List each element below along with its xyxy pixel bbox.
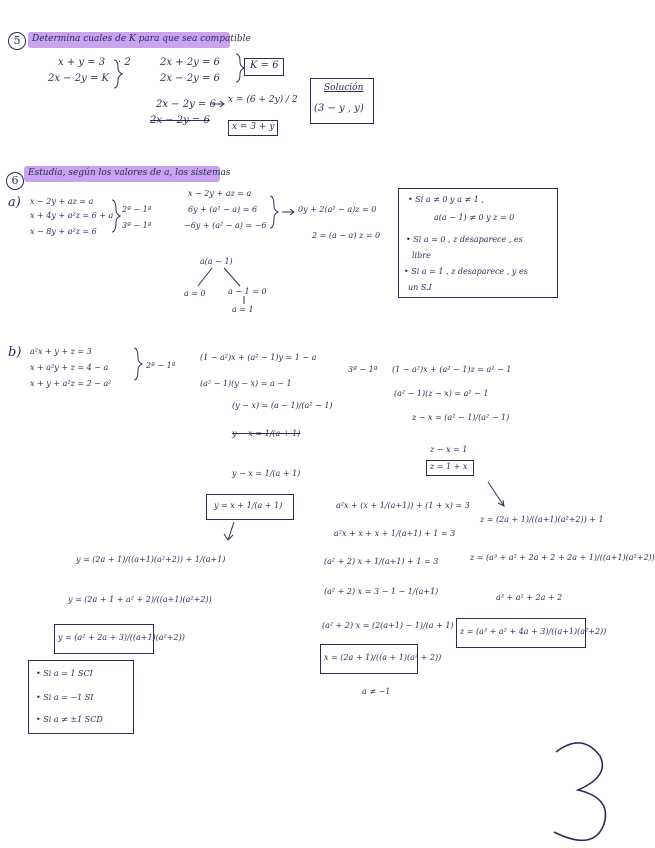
boxed-result-text: z = (a³ + a² + 4a + 3)/((a+1)(a²+2))	[460, 627, 607, 636]
equation: 2x − 2y = 6	[160, 73, 220, 84]
step-crossed: y − x = 1/(a + 1)	[232, 429, 301, 438]
boxed-result-text: x = (2a + 1)/((a + 1)(a² + 2))	[324, 653, 442, 662]
root: a − 1 = 0	[228, 287, 267, 296]
boxed-result-text: y = x + 1/(a + 1)	[214, 501, 283, 510]
step: y = (2a + 1 + a² + 2)/((a+1)(a²+2))	[68, 595, 212, 604]
step: (1 − a²)x + (a² − 1)y = 1 − a	[200, 353, 317, 362]
conclusion-line: • Si a ≠ ±1 SCD	[36, 715, 103, 724]
operation: 3ª − 1ª	[122, 221, 152, 230]
operation: 3ª − 1ª	[348, 365, 378, 374]
step: a²x + x + x + 1/(a+1) + 1 = 3	[334, 529, 456, 538]
equation: x + a²y + z = 4 − a	[30, 363, 109, 372]
root: a = 1	[232, 305, 254, 314]
step: z = (2a + 1)/((a+1)(a²+2)) + 1	[480, 515, 604, 524]
operation: 2ª − 1ª	[146, 361, 176, 370]
solution-value: (3 − y , y)	[314, 103, 364, 114]
operation: · 2	[118, 57, 131, 68]
step: a³ + a² + 2a + 2	[496, 593, 563, 602]
equation: x + y + a²z = 2 − a²	[30, 379, 112, 388]
part-label: a)	[8, 195, 21, 210]
page-number	[548, 748, 605, 838]
equation: a²x + y + z = 3	[30, 347, 92, 356]
root: a = 0	[184, 289, 206, 298]
equation: x + y = 3	[58, 57, 106, 68]
exercise-heading: Estudia, según los valores de a, los sistemas	[28, 168, 231, 178]
step: z = (a³ + a² + 2a + 2 + 2a + 1)/((a+1)(a²+2))	[470, 553, 655, 562]
equation-crossed: 2x − 2y = 6	[150, 115, 210, 126]
equation: x + 4y + a²z = 6 + a	[30, 211, 114, 220]
case-line: • Si a = 1 , z desaparece , y es	[404, 267, 528, 276]
factor: a(a − 1)	[200, 257, 233, 266]
step: (a² + 2) x = 3 − 1 − 1/(a+1)	[324, 587, 439, 596]
case-line: • Si a ≠ 0 y a ≠ 1 ,	[408, 195, 484, 204]
equation: 2x + 2y = 6	[160, 57, 220, 68]
step: a²x + (x + 1/(a+1)) + (1 + x) = 3	[336, 501, 470, 510]
exercise-number: 6	[6, 172, 24, 190]
case-line: a(a − 1) ≠ 0 y z = 0	[434, 213, 515, 222]
conclusion-line: • Si a = 1 SCI	[36, 669, 93, 678]
equation: 2x − 2y = 6	[156, 99, 216, 110]
solution-label: Solución	[324, 83, 364, 93]
step: z − x = 1	[430, 445, 468, 454]
k-result: K = 6	[250, 60, 279, 71]
equation: 2 = (a − a) z = 0	[312, 231, 381, 240]
case-line: libre	[412, 251, 431, 260]
boxed-result-text: z = 1 + x	[430, 462, 468, 471]
step: (a² − 1)(z − x) = a² − 1	[394, 389, 489, 398]
equation: x − 2y + az = a	[30, 197, 94, 206]
equation: 2x − 2y = K	[48, 73, 109, 84]
step: (a² + 2) x = (2(a+1) − 1)/(a + 1)	[322, 621, 454, 630]
condition: a ≠ −1	[362, 687, 391, 696]
exercise-heading: Determina cuales de K para que sea compatible	[32, 34, 251, 44]
boxed-result-text: y = (a² + 2a + 3)/((a+1)(a²+2))	[58, 633, 185, 642]
step: y = (2a + 1)/((a+1)(a²+2)) + 1/(a+1)	[76, 555, 226, 564]
boxed-result-text: x = 3 + y	[232, 122, 275, 132]
case-line: un S.I	[408, 283, 432, 292]
equation: 0y + 2(a² − a)z = 0	[298, 205, 377, 214]
conclusion-line: • Si a = −1 SI	[36, 693, 94, 702]
part-label: b)	[8, 345, 22, 360]
step: (y − x) = (a − 1)/(a² − 1)	[232, 401, 333, 410]
equation: −6y + (a² − a) = −6	[184, 221, 267, 230]
operation: 2ª − 1ª	[122, 205, 152, 214]
step: z − x = (a² − 1)/(a² − 1)	[412, 413, 510, 422]
step: (1 − a²)x + (a² − 1)z = a² − 1	[392, 365, 512, 374]
equation: 6y + (a² − a) = 6	[188, 205, 258, 214]
exercise-number: 5	[8, 32, 26, 50]
equation: x − 2y + az = a	[188, 189, 252, 198]
step: y − x = 1/(a + 1)	[232, 469, 301, 478]
equation: x − 8y + a²z = 6	[30, 227, 97, 236]
step: (a² − 1)(y − x) = a − 1	[200, 379, 292, 388]
equation: x = (6 + 2y) / 2	[228, 95, 298, 105]
step: (a² + 2) x + 1/(a+1) + 1 = 3	[324, 557, 439, 566]
case-line: • Si a = 0 , z desaparece , es	[406, 235, 523, 244]
